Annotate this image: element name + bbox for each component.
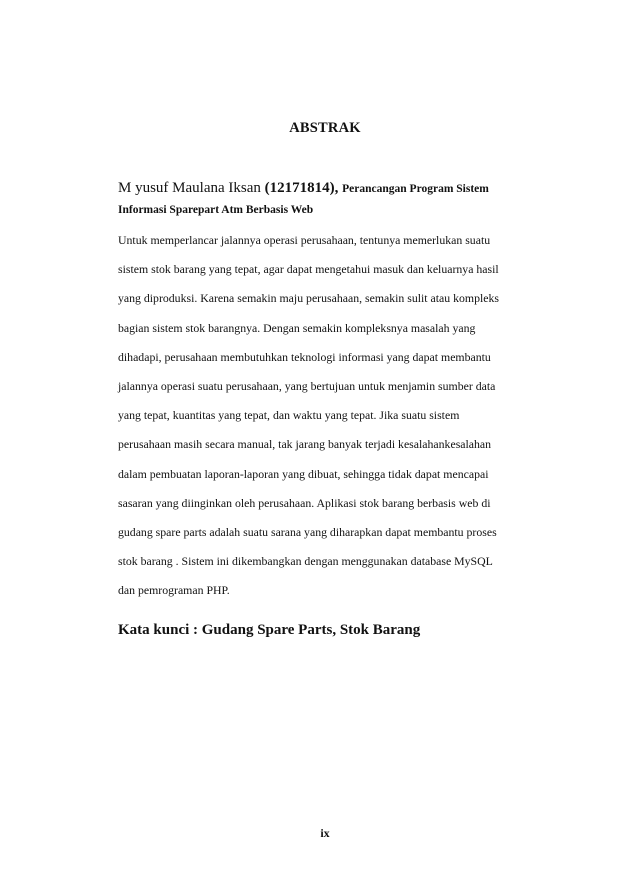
abstract-line: dalam pembuatan laporan-laporan yang dibuat, sehingga tidak dapat mencapai	[118, 466, 489, 481]
abstract-line: yang tepat, kuantitas yang tepat, dan waktu yang tepat. Jika suatu sistem	[118, 408, 460, 423]
thesis-title-line1: Perancangan Program Sistem	[342, 183, 489, 195]
abstract-line: stok barang . Sistem ini dikembangkan dengan menggunakan database MySQL	[118, 554, 493, 569]
keywords: Kata kunci : Gudang Spare Parts, Stok Barang	[118, 622, 421, 638]
abstract-line: yang diproduksi. Karena semakin maju perusahaan, semakin sulit atau kompleks	[118, 291, 500, 306]
abstract-line: sistem stok barang yang tepat, agar dapat mengetahui masuk dan keluarnya hasil	[118, 262, 499, 277]
page-number: ix	[320, 826, 330, 840]
thesis-title-line2: Informasi Sparepart Atm Berbasis Web	[118, 204, 314, 216]
abstract-line: perusahaan masih secara manual, tak jarang banyak terjadi kesalahankesalahan	[118, 437, 492, 452]
abstract-line: sasaran yang diinginkan oleh perusahaan. Aplikasi stok barang berbasis web di	[118, 495, 491, 510]
author-name-line	[118, 180, 342, 196]
abstract-body	[118, 226, 518, 606]
abstract-line: gudang spare parts adalah suatu sarana yang diharapkan dapat membantu proses	[118, 525, 497, 540]
abstract-line: dihadapi, perusahaan membutuhkan teknologi informasi yang dapat membantu	[118, 349, 491, 364]
abstract-line: jalannya operasi suatu perusahaan, yang bertujuan untuk menjamin sumber data	[118, 379, 496, 394]
author-block	[118, 178, 518, 220]
author-name: M yusuf Maulana Iksan	[118, 180, 261, 196]
author-student-id: (12171814),	[264, 180, 339, 196]
abstract-line: bagian sistem stok barangnya. Dengan semakin kompleksnya masalah yang	[118, 320, 476, 335]
abstract-line: dan pemrograman PHP.	[118, 583, 230, 598]
abstract-line: Untuk memperlancar jalannya operasi perusahaan, tentunya memerlukan suatu	[118, 233, 491, 247]
page-title: ABSTRAK	[289, 120, 361, 136]
